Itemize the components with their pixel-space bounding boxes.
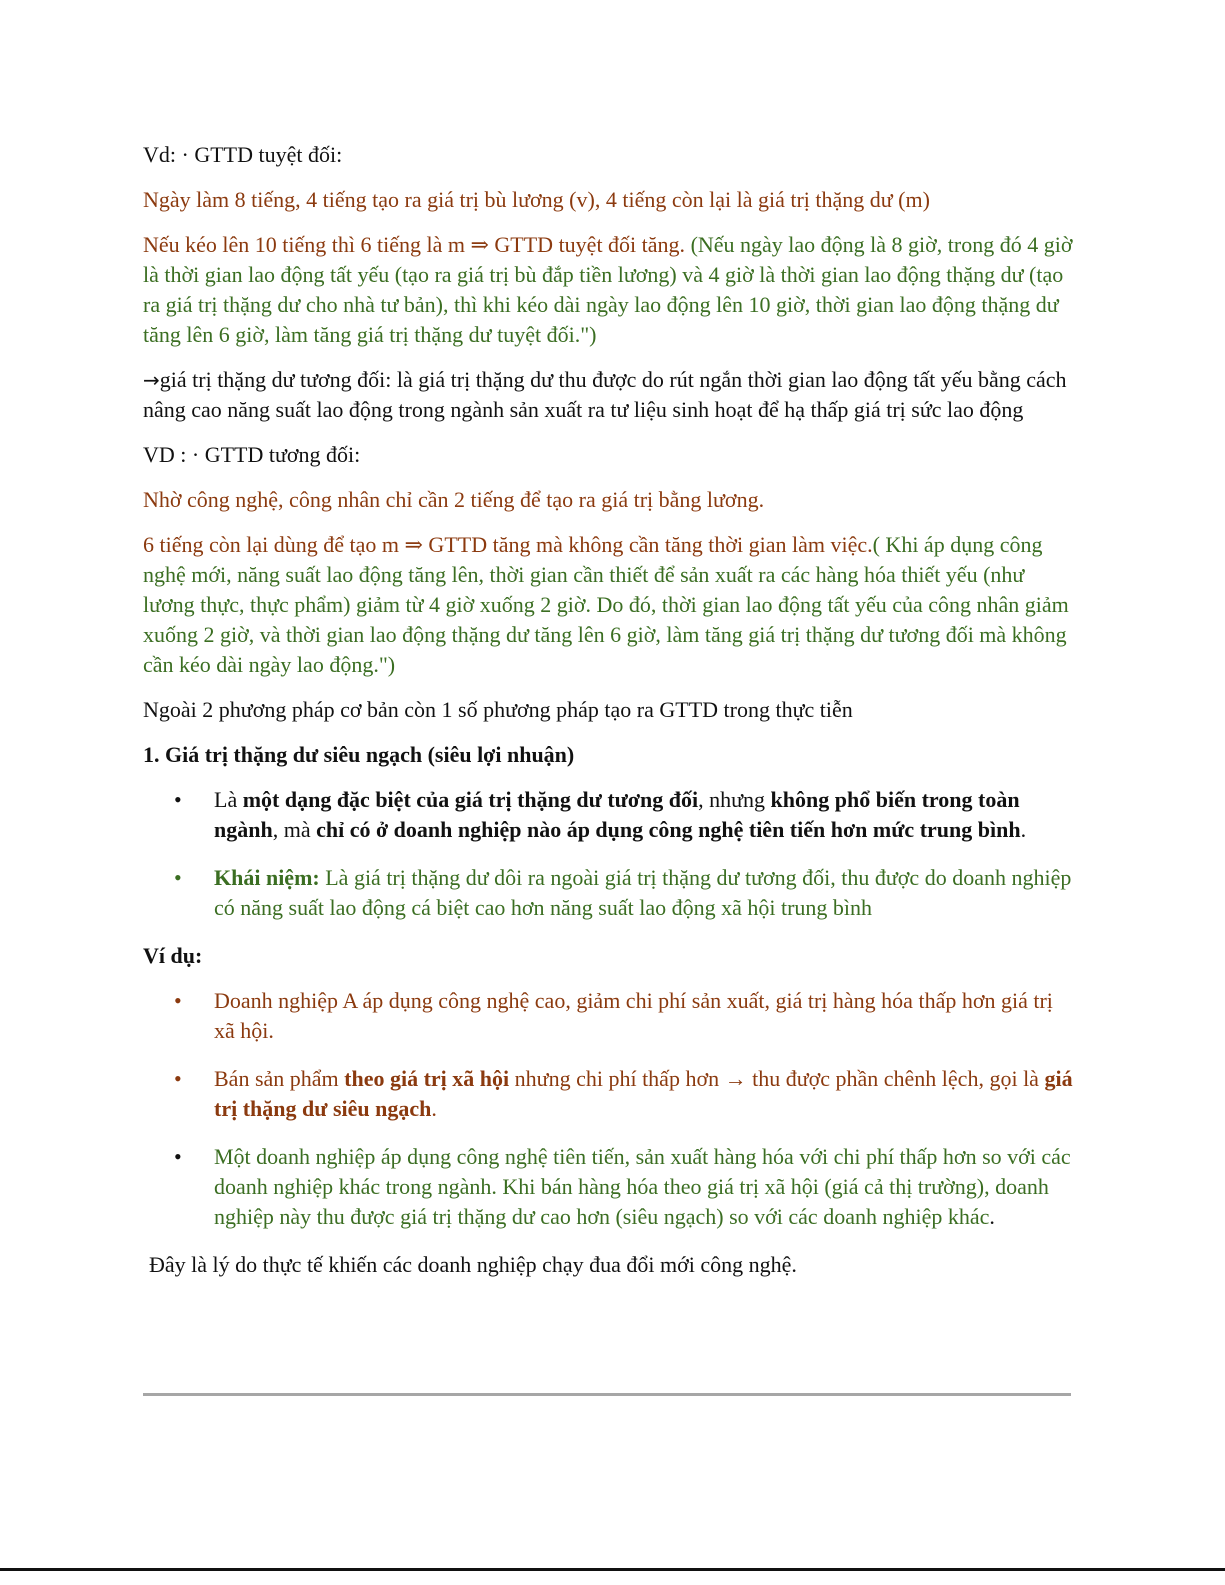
page-bottom-border [0,1568,1225,1571]
example-relative-explanation: ( Khi áp dụng công nghệ mới, năng suất lao động tăng lên, thời gian cần thiết để sản xuất ra các hàng hóa thiết yếu (như lương thực, thực phẩm) giảm từ 4 giờ xuống 2 giờ. Do đó, thời gian lao động tất yếu của công nhân giảm xuống 2 giờ, và thời gian lao động thặng dư tăng lên 6 giờ, làm tăng giá trị thặng dư tương đối mà không cần kéo dài ngày lao động.") [143,532,1069,677]
example-heading: Ví dụ: [143,943,203,968]
example-absolute-lead: Nếu kéo lên 10 tiếng thì 6 tiếng là m ⇒ GTTD tuyệt đối tăng. [143,232,686,257]
document-body [143,140,1078,1280]
text-run: Là [214,787,243,812]
text-run: , mà [272,817,317,842]
example-absolute-label: Vd: · GTTD tuyệt đối: [143,142,343,167]
bullet-icon: • [174,865,182,890]
other-methods-intro: Ngoài 2 phương pháp cơ bản còn 1 số phương pháp tạo ra GTTD trong thực tiễn [143,697,853,722]
example-relative-label: VD : · GTTD tương đối: [143,442,361,467]
arrow-right-icon: → [143,368,160,392]
bold-run: chỉ có ở doanh nghiệp nào áp dụng công nghệ tiên tiến hơn mức trung bình [316,817,1021,842]
super-surplus-list [143,785,1078,923]
list-item [143,785,1078,845]
text-run: . [1020,817,1027,842]
text-run: , nhưng [698,787,771,812]
list-item [143,986,1078,1046]
example-absolute-line1: Ngày làm 8 tiếng, 4 tiếng tạo ra giá trị bù lương (v), 4 tiếng còn lại là giá trị thặng dư (m) [143,187,930,212]
concept-text: Là giá trị thặng dư dôi ra ngoài giá trị thặng dư tương đối, thu được do doanh nghiệp có năng suất lao động cá biệt cao hơn năng suất lao động xã hội trung bình [214,865,1072,920]
relative-surplus-text: giá trị thặng dư tương đối: là giá trị thặng dư thu được do rút ngắn thời gian lao động tất yếu bằng cách nâng cao năng suất lao động trong ngành sản xuất ra tư liệu sinh hoạt để hạ thấp giá trị sức lao động [143,367,1067,422]
bold-run: một dạng đặc biệt của giá trị thặng dư tương đối [242,787,699,812]
bold-run: giá trị thặng dư siêu ngạch [214,1066,1073,1121]
bold-run: theo giá trị xã hội [344,1066,510,1091]
concept-label: Khái niệm: [214,865,320,890]
closing-statement: Đây là lý do thực tế khiến các doanh nghiệp chạy đua đổi mới công nghệ. [149,1252,797,1277]
text-run: . [431,1096,437,1121]
example-text: Một doanh nghiệp áp dụng công nghệ tiên tiến, sản xuất hàng hóa với chi phí thấp hơn so với các doanh nghiệp khác trong ngành. Khi bán hàng hóa theo giá trị xã hội (giá cả thị trường), doanh nghiệp này thu được giá trị thặng dư cao hơn (siêu ngạch) so với các doanh nghiệp khác [214,1144,1071,1229]
list-item [143,1142,1078,1232]
example-absolute-explanation: (Nếu ngày lao động là 8 giờ, trong đó 4 giờ là thời gian lao động tất yếu (tạo ra giá trị bù đắp tiền lương) và 4 giờ là thời gian lao động thặng dư (tạo ra giá trị thặng dư cho nhà tư bản), thì khi kéo dài ngày lao động lên 10 giờ, thời gian lao động thặng dư tăng lên 6 giờ, làm tăng giá trị thặng dư tuyệt đối.") [143,232,1073,347]
bold-run: không phổ biến trong toàn ngành [214,787,1020,842]
example-text: Doanh nghiệp A áp dụng công nghệ cao, giảm chi phí sản xuất, giá trị hàng hóa thấp hơn giá trị xã hội. [214,988,1053,1043]
list-item [143,1064,1078,1124]
horizontal-rule [143,1393,1071,1396]
text-run: . [989,1204,995,1229]
example-list [143,986,1078,1232]
example-relative-line1: Nhờ công nghệ, công nhân chỉ cần 2 tiếng để tạo ra giá trị bằng lương. [143,487,765,512]
bullet-icon: • [174,1144,182,1169]
example-relative-lead: 6 tiếng còn lại dùng để tạo m ⇒ GTTD tăng mà không cần tăng thời gian làm việc. [143,532,873,557]
bullet-icon: • [174,1066,182,1091]
example-absolute-line2 [143,230,1078,350]
text-run: nhưng chi phí thấp hơn → thu được phần chênh lệch, gọi là [509,1066,1045,1091]
list-item [143,863,1078,923]
bullet-icon: • [174,787,182,812]
text-run: Bán sản phẩm [214,1066,345,1091]
example-relative-line2 [143,530,1078,680]
bullet-icon: • [174,988,182,1013]
relative-surplus-definition [143,365,1078,425]
section-heading-super-surplus: 1. Giá trị thặng dư siêu ngạch (siêu lợi nhuận) [143,742,575,767]
